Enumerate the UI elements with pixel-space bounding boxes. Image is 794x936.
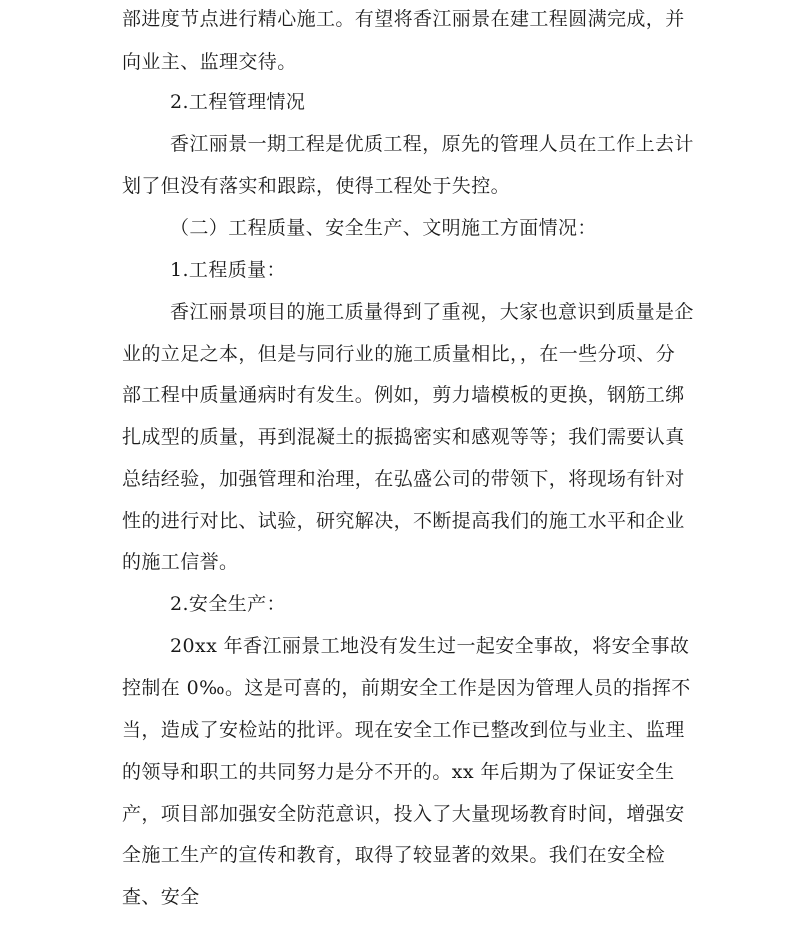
text-line: 香江丽景项目的施工质量得到了重视，大家也意识到质量是企: [170, 301, 694, 323]
text-line: 部进度节点进行精心施工。有望将香江丽景在建工程圆满完成，并: [122, 8, 685, 30]
text-line: 性的进行对比、试验，研究解决，不断提高我们的施工水平和企业: [122, 510, 685, 532]
text-line: 的领导和职工的共同努力是分不开的。xx 年后期为了保证安全生: [122, 761, 675, 783]
text-line: 产，项目部加强安全防范意识，投入了大量现场教育时间，增强安: [122, 803, 685, 825]
text-line: 扎成型的质量，再到混凝土的振捣密实和感观等等；我们需要认真: [122, 426, 685, 448]
text-line: 向业主、监理交待。: [122, 51, 297, 73]
text-line: 总结经验，加强管理和治理，在弘盛公司的带领下，将现场有针对: [122, 468, 685, 490]
text-line: 当，造成了安检站的批评。现在安全工作已整改到位与业主、监理: [122, 719, 685, 741]
section-heading: 2.工程管理情况: [170, 91, 306, 113]
text-line: 全施工生产的宣传和教育，取得了较显著的效果。我们在安全检: [122, 844, 666, 866]
section-heading: （二）工程质量、安全生产、文明施工方面情况：: [170, 217, 597, 239]
text-line: 的施工信誉。: [122, 551, 239, 573]
section-heading: 2.安全生产：: [170, 593, 286, 615]
text-line: 控制在 0‰。这是可喜的，前期安全工作是因为管理人员的指挥不: [122, 677, 691, 699]
text-line: 香江丽景一期工程是优质工程，原先的管理人员在工作上去计: [170, 133, 694, 155]
text-line: 查、安全: [122, 886, 200, 908]
text-line: 20xx 年香江丽景工地没有发生过一起安全事故，将安全事故: [170, 635, 690, 657]
text-line: 业的立足之本，但是与同行业的施工质量相比，，在一些分项、分: [122, 343, 676, 365]
text-line: 划了但没有落实和跟踪，使得工程处于失控。: [122, 175, 511, 197]
text-line: 部工程中质量通病时有发生。例如，剪力墙模板的更换，钢筋工绑: [122, 384, 685, 406]
section-heading: 1.工程质量：: [170, 259, 286, 281]
